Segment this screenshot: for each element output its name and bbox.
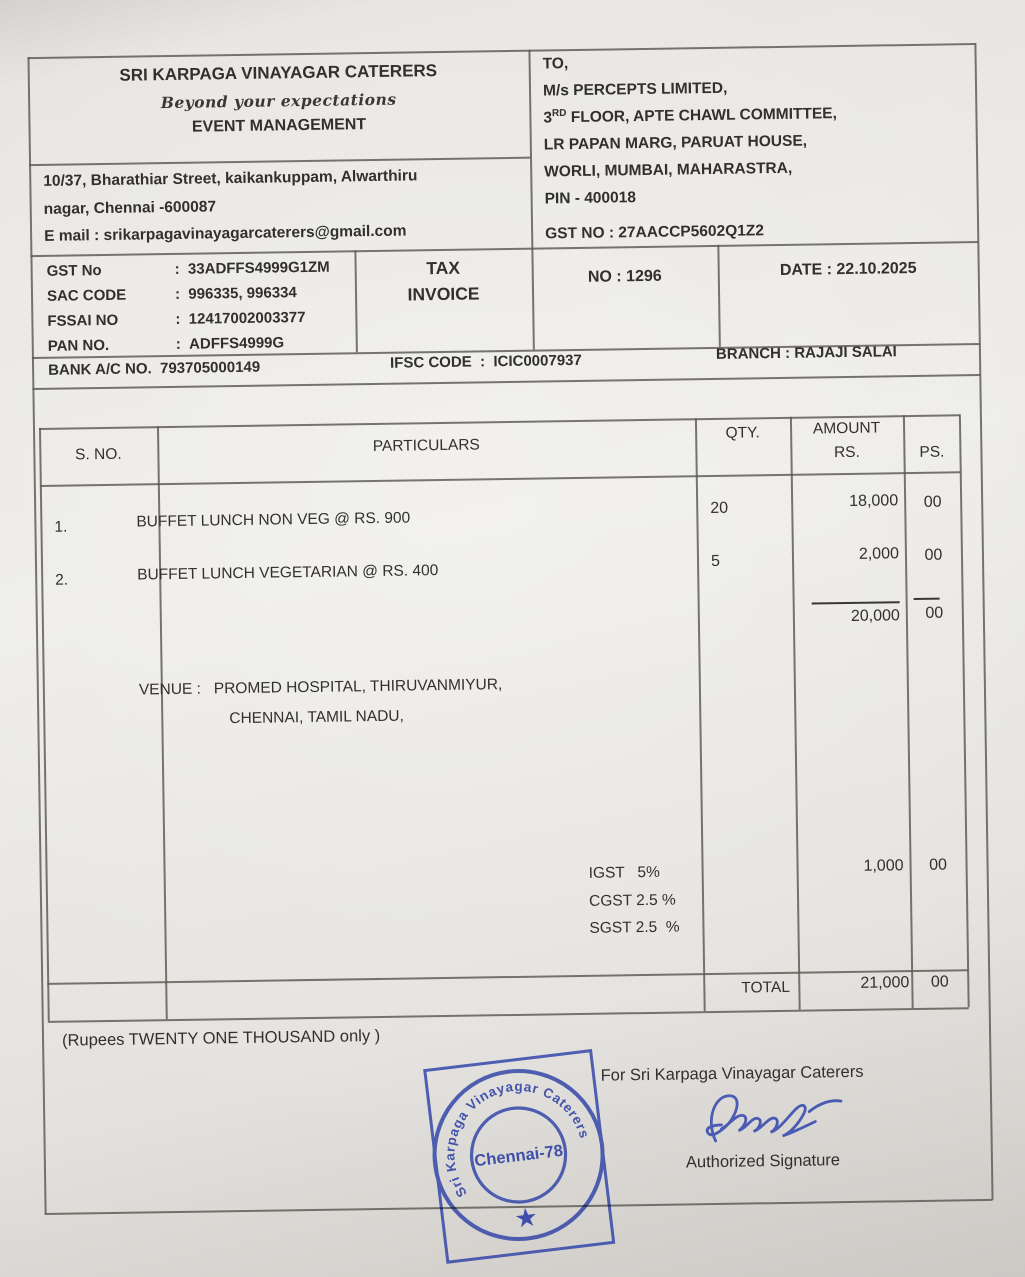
total-label: TOTAL [741,978,791,997]
buyer-floor-rest: FLOOR, APTE CHAWL COMMITTEE, [566,105,837,127]
table-header-divider [40,471,961,486]
subtotal-ps: 00 [925,604,944,622]
item1-sno: 1. [54,518,68,536]
invoice-number: NO : 1296 [587,267,662,286]
invoice-type-line2: INVOICE [407,283,480,305]
qty-column-divider [695,418,705,1011]
subtotal-amount: 20,000 [850,607,900,625]
item2-particulars: BUFFET LUNCH VEGETARIAN @ RS. 400 [137,562,439,584]
number-date-divider [717,245,720,347]
buyer-address-line2: LR PAPAN MARG, PARUAT HOUSE, [543,132,808,154]
column-header-ps: PS. [919,443,945,461]
venue-line2: CHENNAI, TAMIL NADU, [229,707,404,728]
stamp-star-icon: ★ [512,1201,540,1234]
company-email: E mail : srikarpagavinayagarcaterers@gmail.com [44,222,407,245]
item1-amount: 18,000 [849,492,899,510]
registration-row-pan [48,334,285,355]
buyer-gst: GST NO : 27AACCP5602Q1Z2 [545,222,765,243]
fssai-label: FSSAI NO [47,311,119,330]
registration-row-fssai [47,309,305,330]
stamp-center-text: Chennai-78 [473,1141,564,1171]
company-stamp [410,1044,628,1271]
tax-igst-ps: 00 [929,856,948,874]
fssai-value: 12417002003377 [188,309,306,328]
buyer-floor-number: 3 [543,109,553,127]
company-subtitle: EVENT MANAGEMENT [191,116,367,136]
invoice-sheet [27,43,992,1234]
bank-branch: BRANCH : RAJAJI SALAI [715,343,897,363]
sac-value: 996335, 996334 [188,284,297,303]
item2-amount: 2,000 [858,545,900,563]
for-company-line: For Sri Karpaga Vinayagar Caterers [600,1062,864,1085]
registration-row-sac [47,284,297,305]
company-name: SRI KARPAGA VINAYAGAR CATERERS [119,61,438,85]
pan-value: ADFFS4999G [188,334,285,353]
registration-row-gst [47,259,330,280]
subtotal-rule [812,601,900,605]
separator: : [175,335,181,353]
buyer-address-line1 [543,105,837,127]
item1-ps: 00 [923,493,942,511]
venue-line1: VENUE : PROMED HOSPITAL, THIRUVANMIYUR, [138,676,503,699]
tax-igst-label: IGST 5% [588,863,660,882]
total-ps: 00 [930,973,949,991]
company-address-line2: nagar, Chennai -600087 [43,198,217,218]
amount-in-words: (Rupees TWENTY ONE THOUSAND only ) [61,1026,381,1050]
separator: : [174,285,181,303]
item2-qty: 5 [710,552,721,571]
pan-label: PAN NO. [47,336,110,355]
buyer-pin: PIN - 400018 [544,189,637,208]
tax-sgst-label: SGST 2.5 % [589,918,680,937]
outer-border-top [27,43,975,59]
signature-ink [691,1083,882,1161]
table-bottom-border [48,1007,969,1022]
company-address-line1: 10/37, Bharathiar Street, kaikankuppam, Alwarthiru [43,167,418,190]
outer-border-right [974,43,993,1200]
separator: : [174,260,180,278]
tax-cgst-label: CGST 2.5 % [588,891,676,910]
column-header-amount-rs: RS. [833,443,860,462]
item1-qty: 20 [710,499,729,518]
buyer-to: TO, [542,55,569,73]
tax-igst-amount: 1,000 [863,857,904,875]
gst-value: 33ADFFS4999G1ZM [187,258,330,278]
buyer-name: M/s PERCEPTS LIMITED, [542,79,728,100]
total-amount: 21,000 [860,974,910,992]
column-header-qty: QTY. [725,424,760,442]
buyer-address-line3: WORLI, MUMBAI, MAHARASTRA, [544,159,793,181]
company-tagline: Beyond your expectations [160,89,397,113]
gst-label: GST No [46,262,102,280]
item1-particulars: BUFFET LUNCH NON VEG @ RS. 900 [136,509,411,531]
column-header-amount: AMOUNT [812,419,881,438]
stamp-ring-text: Sri Karpaga Vinayagar Caterers [442,1078,593,1200]
item2-sno: 2. [55,571,69,589]
column-header-particulars: PARTICULARS [372,436,480,456]
column-header-sno: S. NO. [74,445,122,464]
item2-ps: 00 [924,546,943,564]
invoice-type-line1: TAX [426,257,461,279]
subtotal-rule-ps [914,598,940,601]
company-sub-divider [29,157,530,166]
sac-label: SAC CODE [46,286,127,305]
bank-account: BANK A/C NO. 793705000149 [48,358,261,379]
separator: : [175,310,181,328]
company-buyer-divider [528,50,534,350]
bank-ifsc: IFSC CODE : ICIC0007937 [389,351,582,372]
invoice-date: DATE : 22.10.2025 [779,259,917,279]
buyer-floor-ordinal: RD [551,107,567,120]
authorized-signature-label: Authorized Signature [685,1151,841,1172]
